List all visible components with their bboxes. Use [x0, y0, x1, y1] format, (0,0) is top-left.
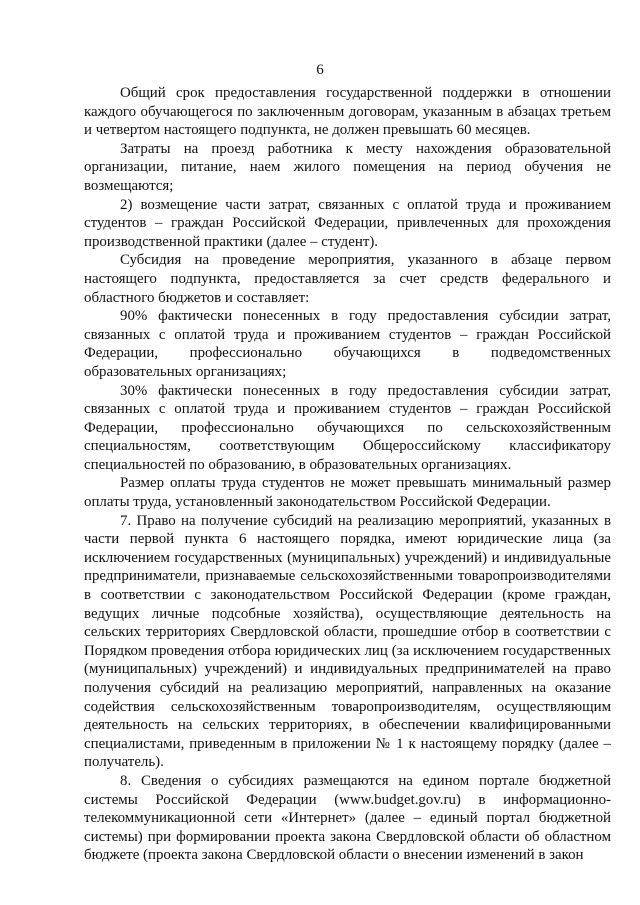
- paragraph-clause-8: 8. Сведения о субсидиях размещаются на едином портале бюджетной системы Российской Федерации (www.budget.gov.ru) в информационно-телекоммуникационной сети «Интернет» (далее – единый портал бюджетной системы) при формировании проекта закона Свердловской области об областном бюджете (проекта закона Свердловской области о внесении изменений в закон: [84, 772, 611, 864]
- paragraph-clause-7: 7. Право на получение субсидий на реализацию мероприятий, указанных в части первой пункта 6 настоящего порядка, имеют юридические лица (за исключением государственных (муниципальных) учреждений) и индивидуальные предприниматели, признаваемые сельскохозяйственными товаропроизводителями в соответствии с законодательством Российской Федерации (кроме граждан, ведущих личные подсобные хозяйства), осуществляющие деятельность на сельских территориях Свердловской области, прошедшие отбор в соответствии с Порядком проведения отбора юридических лиц (за исключением государственных (муниципальных) учреждений) и индивидуальных предпринимателей на право получения субсидий на реализацию мероприятий, направленных на оказание содействия сельскохозяйственным товаропроизводителям, осуществляющим деятельность на сельских территориях, в обеспечении квалифицированными специалистами, приведенным в приложении № 1 к настоящему порядку (далее – получатель).: [84, 512, 611, 771]
- page-number: 6: [316, 62, 324, 78]
- paragraph-subsidy-funding: Субсидия на проведение мероприятия, указанного в абзаце первом настоящего подпункта, предоставляется за счет средств федерального и областного бюджетов и составляет:: [84, 252, 611, 306]
- paragraph-total-support-term: Общий срок предоставления государственной поддержки в отношении каждого обучающегося по заключенным договорам, указанным в абзацах третьем и четвертом настоящего подпункта, не должен превышать 60 месяцев.: [84, 85, 611, 139]
- document-body: [84, 84, 611, 865]
- paragraph-travel-costs: Затраты на проезд работника к месту нахождения образовательной организации, питание, наем жилого помещения на период обучения не возмещаются;: [84, 140, 611, 194]
- paragraph-student-costs: 2) возмещение части затрат, связанных с оплатой труда и проживанием студентов – граждан Российской Федерации, привлеченных для прохождения производственной практики (далее – студент).: [84, 196, 611, 250]
- paragraph-wage-limit: Размер оплаты труда студентов не может превышать минимальный размер оплаты труда, установленный законодательством Российской Федерации.: [84, 475, 611, 511]
- paragraph-ninety-percent: 90% фактически понесенных в году предоставления субсидии затрат, связанных с оплатой труда и проживанием студентов – граждан Российской Федерации, профессионально обучающихся в подведомственных образовательных организациях;: [84, 308, 611, 380]
- paragraph-thirty-percent: 30% фактически понесенных в году предоставления субсидии затрат, связанных с оплатой труда и проживанием студентов – граждан Российской Федерации, профессионально обучающихся по сельскохозяйственным специальностям, соответствующим Общероссийскому классификатору специальностей по образованию, в образовательных организациях.: [84, 382, 611, 473]
